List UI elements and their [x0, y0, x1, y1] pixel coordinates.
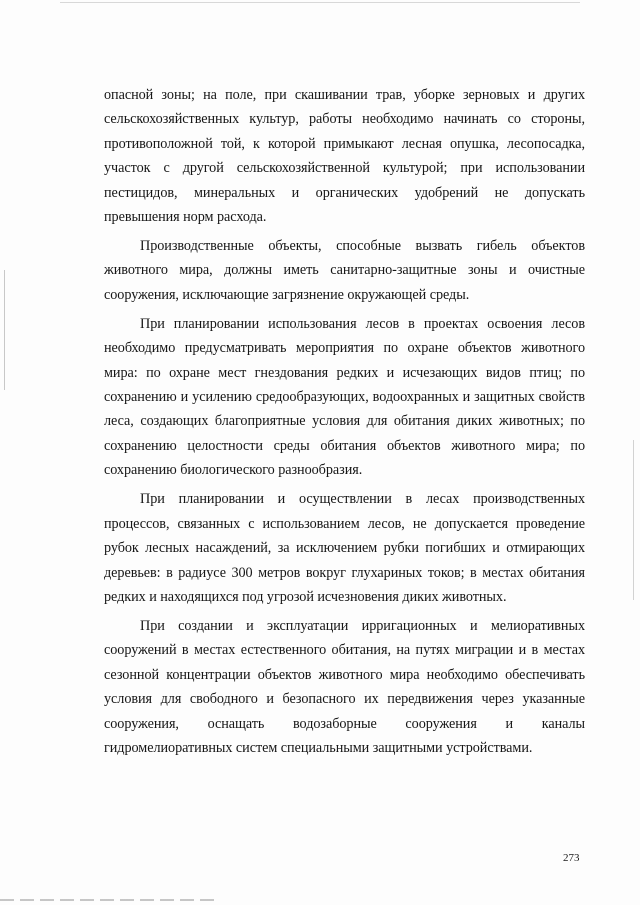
- scan-edge-bottom: [0, 899, 220, 901]
- body-text: [104, 83, 585, 760]
- paragraph-5: При создании и эксплуатации ирригационных и мелиоративных сооружений в местах естественного обитания, на путях миграции и в местах сезонной концентрации объектов животного мира необходимо обеспечивать условия для свободного и безопасного их передвижения через указанные сооружения, оснащать водозаборные сооружения и каналы гидромелиоративных систем специальными защитными устройствами.: [104, 617, 585, 756]
- paragraph-1: опасной зоны; на поле, при скашивании трав, уборке зерновых и других сельскохозяйственных культур, работы необходимо начинать со стороны, противоположной той, к которой примыкают лесная опушка, лесопосадка, участок с другой сельскохозяйственной культурой; при использовании пестицидов, минеральных и органических удобрений не допускать превышения норм расхода.: [104, 87, 585, 226]
- scan-edge-left: [4, 270, 5, 390]
- scan-edge-right: [633, 440, 634, 600]
- paragraph-2: Производственные объекты, способные вызвать гибель объектов животного мира, должны иметь санитарно-защитные зоны и очистные сооружения, исключающие загрязнение окружающей среды.: [104, 238, 585, 303]
- paragraph-3: При планировании использования лесов в проектах освоения лесов необходимо предусматривать мероприятия по охране объектов животного мира: по охране мест гнездования редких и исчезающих видов птиц; по сохранению и усилению средообразующих, водоохранных и защитных свойств леса, создающих благоприятные условия для обитания диких животных; по сохранению целостности среды обитания объектов животного мира; по сохранению биологического разнообразия.: [104, 315, 585, 479]
- page-number: 273: [563, 852, 580, 864]
- scan-edge-top: [60, 2, 580, 3]
- paragraph-4: При планировании и осуществлении в лесах производственных процессов, связанных с использованием лесов, не допускается проведение рубок лесных насаждений, за исключением рубки погибших и отмирающих деревьев: в радиусе 300 метров вокруг глухариных токов; в местах обитания редких и находящихся под угрозой исчезновения диких животных.: [104, 491, 585, 605]
